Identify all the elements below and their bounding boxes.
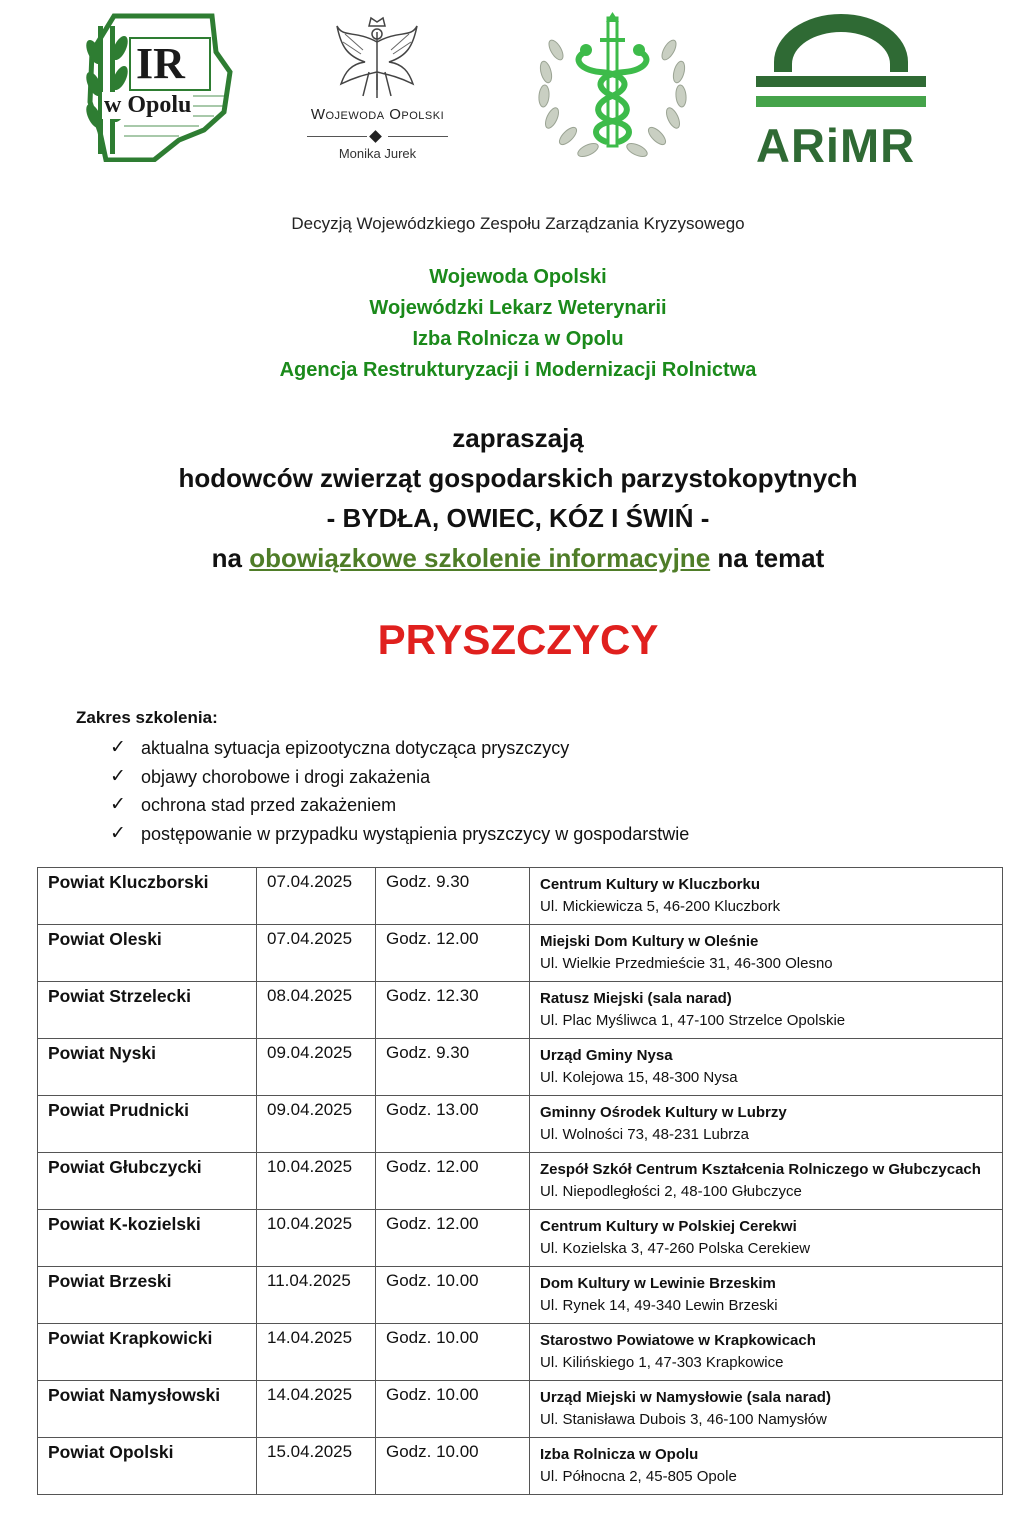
- venue-name: Ratusz Miejski (sala narad): [540, 990, 732, 1007]
- venue-cell: [530, 868, 1003, 925]
- powiat-cell: Powiat Strzelecki: [38, 982, 257, 1039]
- scope-item-text: postępowanie w przypadku wystąpienia pryszczycy w gospodarstwie: [141, 824, 690, 845]
- checkmark-icon: ✓: [110, 765, 126, 787]
- venue-address: Ul. Plac Myśliwca 1, 47-100 Strzelce Opolskie: [540, 1012, 846, 1029]
- venue-name: Dom Kultury w Lewinie Brzeskim: [540, 1275, 776, 1292]
- scope-item: [76, 820, 689, 849]
- arimr-arch-icon: [752, 10, 930, 120]
- venue-address: Ul. Mickiewicza 5, 46-200 Kluczbork: [540, 898, 781, 915]
- divider: [307, 136, 367, 137]
- checkmark-icon: ✓: [110, 737, 126, 758]
- wojewoda-logo-person: Monika Jurek: [338, 146, 417, 161]
- venue-address: Ul. Kolejowa 15, 48-300 Nysa: [540, 1069, 738, 1086]
- table-row: [38, 1381, 1003, 1438]
- scope-item-text: objawy chorobowe i drogi zakażenia: [141, 766, 431, 787]
- venue-name: Izba Rolnicza w Opolu: [540, 1446, 699, 1463]
- powiat-cell: Powiat Namysłowski: [38, 1381, 257, 1438]
- diamond-icon: [369, 130, 382, 143]
- training-scope: [76, 708, 689, 849]
- table-row: [38, 1210, 1003, 1267]
- venue-address: Ul. Kozielska 3, 47-260 Polska Cerekiew: [540, 1240, 811, 1257]
- powiat-cell: Powiat Krapkowicki: [38, 1324, 257, 1381]
- venue-address: Ul. Wielkie Przedmieście 31, 46-300 Olesno: [540, 955, 833, 972]
- venue-name: Centrum Kultury w Polskiej Cerekwi: [540, 1218, 797, 1235]
- powiat-cell: Powiat Opolski: [38, 1438, 257, 1495]
- powiat-cell: Powiat Głubczycki: [38, 1153, 257, 1210]
- scope-item: [76, 763, 689, 792]
- time-cell: Godz. 12.00: [376, 1210, 530, 1267]
- table-row: [38, 1438, 1003, 1495]
- powiat-cell: Powiat Brzeski: [38, 1267, 257, 1324]
- organizer-arimr: Agencja Restrukturyzacji i Modernizacji Rolnictwa: [279, 359, 757, 381]
- wojewoda-logo: [285, 12, 470, 167]
- invite-pre: na: [211, 543, 250, 573]
- venue-cell: [530, 1324, 1003, 1381]
- table-row: [38, 1039, 1003, 1096]
- venue-name: Miejski Dom Kultury w Oleśnie: [540, 933, 759, 950]
- venue-cell: [530, 1267, 1003, 1324]
- venue-name: Zespół Szkół Centrum Kształcenia Rolniczego w Głubczycach: [540, 1161, 981, 1178]
- organizer-lekarz-weterynarii: Wojewódzki Lekarz Weterynarii: [369, 297, 667, 319]
- organizer-wojewoda: Wojewoda Opolski: [429, 266, 607, 288]
- checkmark-icon: ✓: [110, 823, 126, 845]
- eagle-emblem-icon: [285, 12, 470, 102]
- decision-line: Decyzją Wojewódzkiego Zespołu Zarządzania Kryzysowego: [291, 214, 745, 233]
- organizers-list: [0, 262, 1026, 386]
- date-cell: 09.04.2025: [257, 1039, 376, 1096]
- scope-item-text: aktualna sytuacja epizootyczna dotycząca pryszczycy: [141, 738, 570, 758]
- wojewoda-logo-name: Wojewoda Opolski: [310, 106, 445, 123]
- venue-cell: [530, 1210, 1003, 1267]
- date-cell: 11.04.2025: [257, 1267, 376, 1324]
- date-cell: 14.04.2025: [257, 1381, 376, 1438]
- powiat-cell: Powiat K-kozielski: [38, 1210, 257, 1267]
- powiat-cell: Powiat Oleski: [38, 925, 257, 982]
- time-cell: Godz. 9.30: [376, 1039, 530, 1096]
- date-cell: 14.04.2025: [257, 1324, 376, 1381]
- venue-cell: [530, 1438, 1003, 1495]
- izba-rolnicza-logo: [84, 12, 234, 162]
- ir-logo-subtext: w Opolu: [104, 92, 192, 118]
- time-cell: Godz. 13.00: [376, 1096, 530, 1153]
- divider: [388, 136, 448, 137]
- veterinary-inspection-logo: [530, 10, 695, 165]
- venue-cell: [530, 1381, 1003, 1438]
- venue-address: Ul. Wolności 73, 48-231 Lubrza: [540, 1126, 750, 1143]
- date-cell: 08.04.2025: [257, 982, 376, 1039]
- caduceus-laurel-icon: [530, 10, 695, 165]
- venue-address: Ul. Kilińskiego 1, 47-303 Krapkowice: [540, 1354, 784, 1371]
- venue-name: Urząd Gminy Nysa: [540, 1047, 673, 1064]
- date-cell: 15.04.2025: [257, 1438, 376, 1495]
- time-cell: Godz. 10.00: [376, 1438, 530, 1495]
- scope-title: Zakres szkolenia:: [76, 708, 218, 727]
- venue-name: Starostwo Powiatowe w Krapkowicach: [540, 1332, 816, 1349]
- venue-cell: [530, 1153, 1003, 1210]
- table-row: [38, 925, 1003, 982]
- scope-item-text: ochrona stad przed zakażeniem: [141, 795, 397, 816]
- venue-cell: [530, 925, 1003, 982]
- venue-name: Centrum Kultury w Kluczborku: [540, 876, 761, 893]
- time-cell: Godz. 12.00: [376, 925, 530, 982]
- arimr-logo-text: ARiMR: [756, 119, 916, 172]
- table-row: [38, 1153, 1003, 1210]
- date-cell: 07.04.2025: [257, 868, 376, 925]
- logo-bar: [0, 0, 1026, 180]
- date-cell: 10.04.2025: [257, 1153, 376, 1210]
- organizer-izba-rolnicza: Izba Rolnicza w Opolu: [412, 328, 624, 350]
- venue-address: Ul. Północna 2, 45-805 Opole: [540, 1468, 737, 1485]
- time-cell: Godz. 12.00: [376, 1153, 530, 1210]
- invite-post: na temat: [710, 543, 825, 573]
- table-row: [38, 1267, 1003, 1324]
- invite-line-1: zapraszają: [452, 423, 584, 453]
- table-row: [38, 1324, 1003, 1381]
- schedule-table: [37, 867, 1003, 1495]
- ir-logo-text: IR: [136, 39, 185, 88]
- disease-title: PRYSZCZYCY: [377, 616, 659, 663]
- date-cell: 09.04.2025: [257, 1096, 376, 1153]
- venue-name: Urząd Miejski w Namysłowie (sala narad): [540, 1389, 831, 1406]
- invite-line-4: [0, 538, 1026, 578]
- venue-address: Ul. Niepodległości 2, 48-100 Głubczyce: [540, 1183, 802, 1200]
- venue-cell: [530, 1096, 1003, 1153]
- venue-address: Ul. Rynek 14, 49-340 Lewin Brzeski: [540, 1297, 778, 1314]
- arimr-logo: [752, 10, 930, 170]
- checkmark-icon: ✓: [110, 794, 126, 816]
- date-cell: 10.04.2025: [257, 1210, 376, 1267]
- invite-line-3: - BYDŁA, OWIEC, KÓZ I ŚWIŃ -: [326, 503, 710, 533]
- powiat-cell: Powiat Kluczborski: [38, 868, 257, 925]
- invitation: [0, 418, 1026, 578]
- powiat-cell: Powiat Prudnicki: [38, 1096, 257, 1153]
- time-cell: Godz. 10.00: [376, 1267, 530, 1324]
- training-link[interactable]: obowiązkowe szkolenie informacyjne: [249, 543, 711, 573]
- table-row: [38, 868, 1003, 925]
- venue-address: Ul. Stanisława Dubois 3, 46-100 Namysłów: [540, 1411, 827, 1428]
- venue-cell: [530, 1039, 1003, 1096]
- time-cell: Godz. 9.30: [376, 868, 530, 925]
- powiat-cell: Powiat Nyski: [38, 1039, 257, 1096]
- time-cell: Godz. 12.30: [376, 982, 530, 1039]
- invite-line-2: hodowców zwierząt gospodarskich parzystokopytnych: [178, 463, 858, 493]
- venue-cell: [530, 982, 1003, 1039]
- date-cell: 07.04.2025: [257, 925, 376, 982]
- time-cell: Godz. 10.00: [376, 1381, 530, 1438]
- scope-item: [76, 734, 689, 763]
- scope-item: [76, 791, 689, 820]
- table-row: [38, 1096, 1003, 1153]
- table-row: [38, 982, 1003, 1039]
- time-cell: Godz. 10.00: [376, 1324, 530, 1381]
- venue-name: Gminny Ośrodek Kultury w Lubrzy: [540, 1104, 787, 1121]
